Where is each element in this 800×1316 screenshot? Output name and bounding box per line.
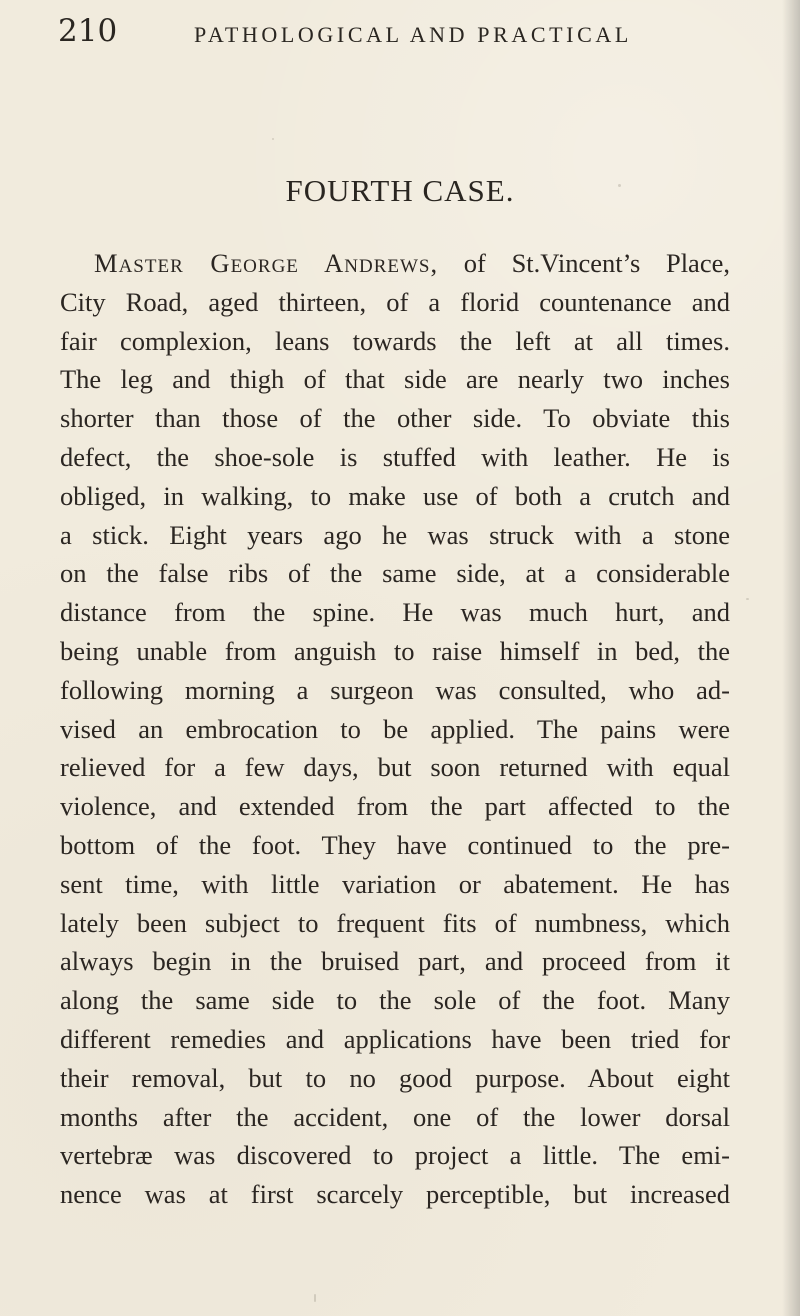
- paragraph-line-7: obliged, in walking, to make use of both a crutch and: [60, 480, 730, 511]
- paper-speck: [746, 598, 749, 600]
- paragraph-line-17: sent time, with little variation or abatement. He has: [60, 868, 730, 899]
- paragraph-line-13: vised an embrocation to be applied. The pains were: [60, 713, 730, 744]
- running-head-title: PATHOLOGICAL AND PRACTICAL: [194, 22, 632, 47]
- paragraph-line-16: bottom of the foot. They have continued to the pre-: [60, 829, 730, 860]
- paragraph-line-21: different remedies and applications have been tried for: [60, 1023, 730, 1054]
- paragraph-line-19: always begin in the bruised part, and proceed from it: [60, 946, 730, 977]
- paragraph-line-2: City Road, aged thirteen, of a florid countenance and: [60, 286, 730, 317]
- paragraph-line-25: nence was at first scarcely perceptible, but increased: [60, 1179, 730, 1210]
- paragraph-line-5: shorter than those of the other side. To obviate this: [60, 403, 730, 434]
- paragraph-line-12: following morning a surgeon was consulted, who ad-: [60, 674, 730, 705]
- running-head: [58, 13, 708, 54]
- paragraph-line-18: lately been subject to frequent fits of numbness, which: [60, 907, 730, 938]
- section-title: FOURTH CASE.: [285, 173, 515, 208]
- paragraph-line-24: vertebræ was discovered to project a little. The emi-: [60, 1140, 730, 1171]
- paper-speck: [272, 138, 274, 140]
- paragraph-line-11: being unable from anguish to raise himself in bed, the: [60, 635, 730, 666]
- paragraph-line-9: on the false ribs of the same side, at a considerable: [60, 558, 730, 589]
- case-paragraph: [60, 244, 730, 1214]
- paragraph-line-8: a stick. Eight years ago he was struck with a stone: [60, 519, 730, 550]
- paragraph-line-1: [60, 244, 730, 283]
- paragraph-line-22: their removal, but to no good purpose. About eight: [60, 1062, 730, 1093]
- patient-name: Master George Andrews,: [94, 248, 439, 278]
- paragraph-line-20: along the same side to the sole of the foot. Many: [60, 985, 730, 1016]
- paragraph-line-10: distance from the spine. He was much hurt, and: [60, 597, 730, 628]
- paragraph-line-3: fair complexion, leans towards the left at all times.: [60, 325, 730, 356]
- paragraph-line-6: defect, the shoe-sole is stuffed with leather. He is: [60, 441, 730, 472]
- paragraph-line-15: violence, and extended from the part affected to the: [60, 791, 730, 822]
- paragraph-line-4: The leg and thigh of that side are nearly two inches: [60, 364, 730, 395]
- patient-address: of St.Vincent’s Place,: [438, 248, 730, 278]
- paragraph-line-23: months after the accident, one of the lower dorsal: [60, 1101, 730, 1132]
- page-number: 210: [58, 13, 118, 49]
- paper-speck: [314, 1294, 316, 1302]
- paragraph-line-14: relieved for a few days, but soon returned with equal: [60, 752, 730, 783]
